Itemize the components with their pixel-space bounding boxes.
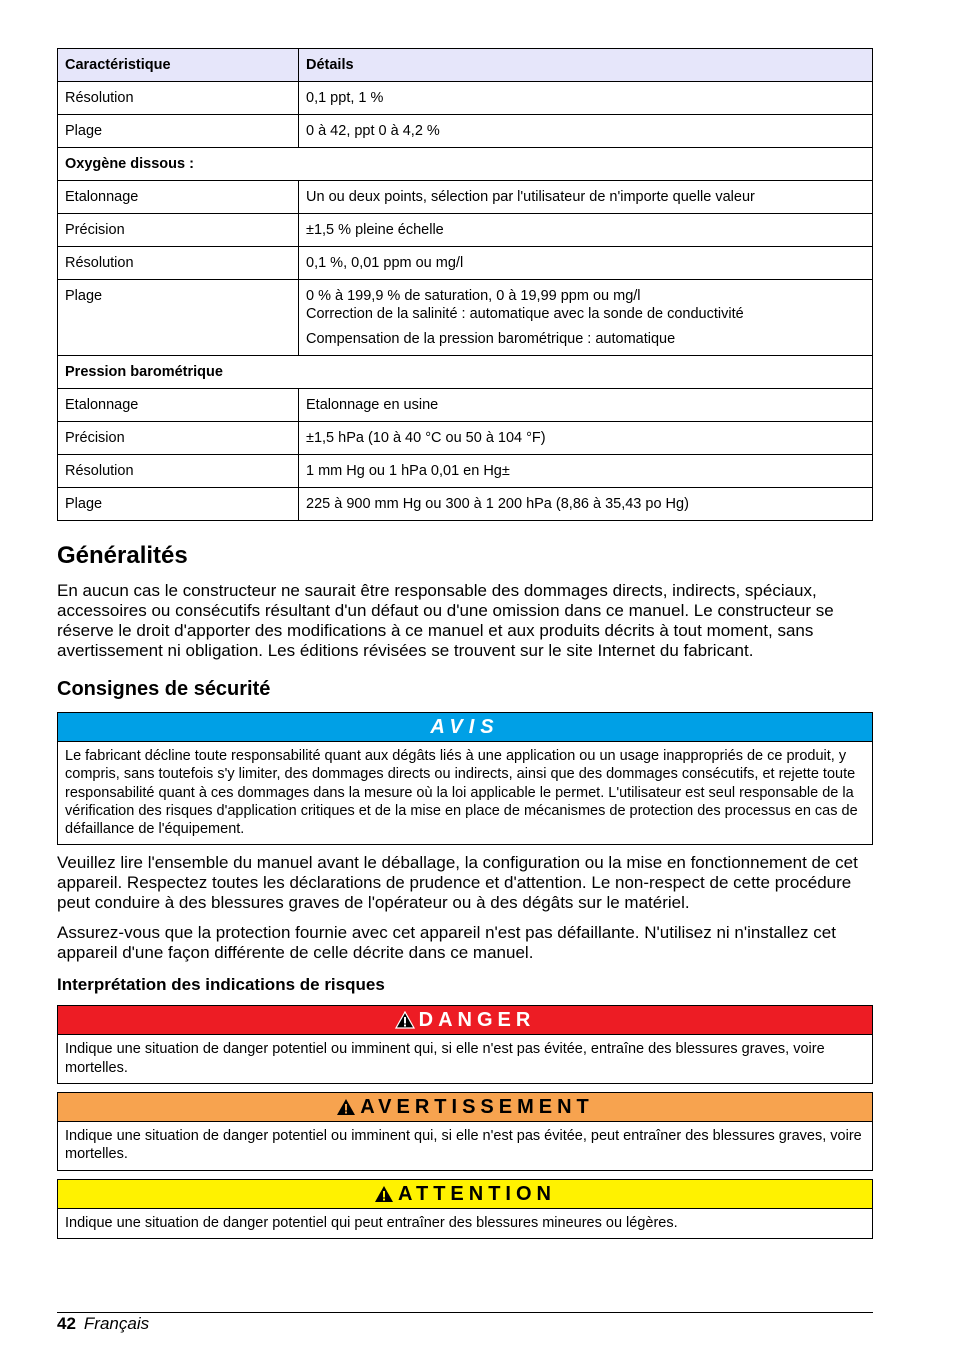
table-cell-label: Plage xyxy=(58,488,299,521)
safety-paragraph-1: Veuillez lire l'ensemble du manuel avant le déballage, la configuration ou la mise en fonctionnement de cet appareil. Respectez toutes les déclarations de prudence et d'attention. Le non-respect de cette procédure peut conduire à des blessures graves de l'opérateur ou à des dégâts sur le matériel. xyxy=(57,853,858,913)
table-header-row xyxy=(58,49,873,82)
warning-triangle-icon xyxy=(336,1098,356,1116)
heading-general: Généralités xyxy=(57,542,188,569)
table-cell-label: Plage xyxy=(58,280,299,356)
table-cell-label: Précision xyxy=(58,214,299,247)
notice-box xyxy=(57,712,873,845)
range-line-1: 0 % à 199,9 % de saturation, 0 à 19,99 ppm ou mg/l xyxy=(306,288,641,304)
warning-triangle-icon xyxy=(395,1011,415,1029)
table-section-oxygen: Oxygène dissous : xyxy=(58,148,873,181)
warning-text: Indique une situation de danger potentiel ou imminent qui, si elle n'est pas évitée, peut entraîner des blessures graves, voire mortelles. xyxy=(65,1128,862,1163)
footer-language: Français xyxy=(83,1314,150,1333)
table-row xyxy=(58,181,873,214)
table-row xyxy=(58,389,873,422)
table-row xyxy=(58,247,873,280)
page-footer xyxy=(57,1312,873,1334)
table-row xyxy=(58,214,873,247)
table-section-row xyxy=(58,148,873,181)
table-cell-value: Etalonnage en usine xyxy=(299,389,873,422)
table-section-pressure: Pression barométrique xyxy=(58,356,873,389)
table-cell-value: 0,1 ppt, 1 % xyxy=(299,82,873,115)
table-row xyxy=(58,488,873,521)
table-cell-label: Etalonnage xyxy=(58,181,299,214)
table-cell-label: Résolution xyxy=(58,82,299,115)
notice-title: AVIS xyxy=(430,716,500,738)
table-cell-label: Résolution xyxy=(58,247,299,280)
table-row xyxy=(58,455,873,488)
heading-hazards: Interprétation des indications de risques xyxy=(57,975,385,995)
caution-title: ATTENTION xyxy=(398,1182,556,1205)
table-row xyxy=(58,82,873,115)
table-cell-label: Précision xyxy=(58,422,299,455)
general-paragraph: En aucun cas le constructeur ne saurait être responsable des dommages directs, indirects, spéciaux, accessoires ou consécutifs résultant d'un défaut ou d'une omission dans ce manuel. Le constructeur se réserve le droit d'apporter des modifications à ce manuel et aux produits décrits à tout moment, sans avertissement ni obligation. Les éditions révisées se trouvent sur le site Internet du fabricant. xyxy=(57,581,834,660)
warning-box xyxy=(57,1092,873,1171)
table-cell-label: Résolution xyxy=(58,455,299,488)
table-section-row xyxy=(58,356,873,389)
danger-title: DANGER xyxy=(418,1009,536,1032)
danger-text: Indique une situation de danger potentiel ou imminent qui, si elle n'est pas évitée, entraîne des blessures graves, voire mortelles. xyxy=(65,1041,825,1076)
caution-box xyxy=(57,1179,873,1239)
table-row xyxy=(58,280,873,356)
warning-header xyxy=(58,1093,872,1122)
table-row xyxy=(58,422,873,455)
table-cell-value: 225 à 900 mm Hg ou 300 à 1 200 hPa (8,86 à 35,43 po Hg) xyxy=(299,488,873,521)
warning-triangle-icon xyxy=(374,1185,394,1203)
page-number: 42 xyxy=(57,1314,76,1333)
heading-safety: Consignes de sécurité xyxy=(57,678,271,700)
table-cell-value: 0,1 %, 0,01 ppm ou mg/l xyxy=(299,247,873,280)
page-content xyxy=(57,48,873,1247)
table-header-details: Détails xyxy=(299,49,873,82)
spec-table xyxy=(57,48,873,521)
table-cell-value xyxy=(299,280,873,356)
table-cell-value: Un ou deux points, sélection par l'utilisateur de n'importe quelle valeur xyxy=(299,181,873,214)
notice-text: Le fabricant décline toute responsabilité quant aux dégâts liés à une application ou un usage inappropriés de ce produit, y compris, sans toutefois s'y limiter, des dommages directs ou indirects, ainsi que des dommages consécutifs, et rejette toute responsabilité quant à ces dommages dans la mesure où la loi applicable le permet. L'utilisateur est seul responsable de la vérification des risques d'application critiques et de la mise en place de mécanismes de protection des processus en cas de défaillance de l'équipement. xyxy=(65,748,858,838)
warning-title: AVERTISSEMENT xyxy=(360,1096,594,1119)
range-line-3: Compensation de la pression barométrique : automatique xyxy=(306,331,676,347)
table-cell-value: ±1,5 hPa (10 à 40 °C ou 50 à 104 °F) xyxy=(299,422,873,455)
table-cell-label: Plage xyxy=(58,115,299,148)
table-cell-value: ±1,5 % pleine échelle xyxy=(299,214,873,247)
caution-header xyxy=(58,1180,872,1209)
danger-box xyxy=(57,1005,873,1084)
notice-header xyxy=(58,713,872,742)
table-cell-value: 1 mm Hg ou 1 hPa 0,01 en Hg± xyxy=(299,455,873,488)
danger-header xyxy=(58,1006,872,1035)
range-line-2: Correction de la salinité : automatique avec la sonde de conductivité xyxy=(306,306,744,322)
safety-paragraph-2: Assurez-vous que la protection fournie avec cet appareil n'est pas défaillante. N'utilisez ni n'installez cet appareil d'une façon différente de celle décrite dans ce manuel. xyxy=(57,923,836,963)
caution-text: Indique une situation de danger potentiel qui peut entraîner des blessures mineures ou légères. xyxy=(65,1214,678,1231)
table-header-feature: Caractéristique xyxy=(58,49,299,82)
table-cell-value: 0 à 42, ppt 0 à 4,2 % xyxy=(299,115,873,148)
table-row xyxy=(58,115,873,148)
table-cell-label: Etalonnage xyxy=(58,389,299,422)
